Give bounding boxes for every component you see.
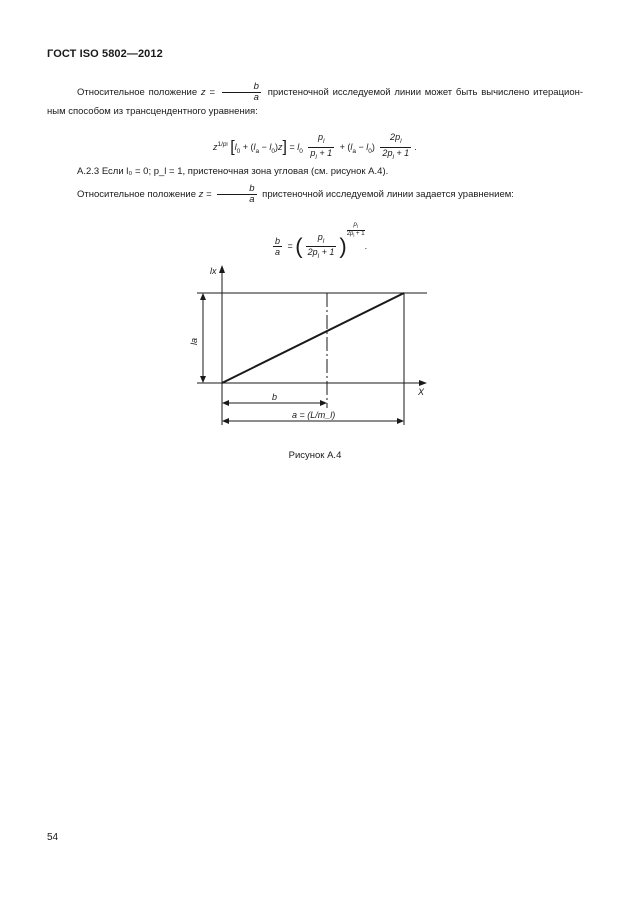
a-dimension-label: a = (L/m_l) <box>292 410 336 420</box>
x-axis-label: X <box>418 387 425 397</box>
paragraph-3-rest: пристеночной исследуемой линии задается уравнением: <box>262 189 514 201</box>
page-number: 54 <box>47 832 59 843</box>
equation-1-visual: $z^{1/pl}$ $[l_0 + (l_a - l_0)z] = l_0$ $\frac{p_l}{p_l + 1}$ + $(l_a - l_0)$ $\frac{2p_l}{2p_l + 1}$ . <box>213 132 417 161</box>
fraction-numerator: b <box>217 184 256 195</box>
fraction-numerator: b <box>222 82 261 93</box>
b-arrow-left <box>222 400 229 406</box>
paragraph-2: А.2.3 Если l₀ = 0; p_l = 1, пристеночная зона угловая (см. рисунок А.4). <box>77 166 389 177</box>
paragraph-1-lead: Относительное положение <box>77 87 198 99</box>
paragraph-3-lead: Относительное положение <box>77 189 197 201</box>
figure-caption: Рисунок А.4 <box>288 450 342 461</box>
fraction-denominator: a <box>249 194 255 205</box>
x-axis-arrowhead <box>419 380 427 386</box>
height-arrow-top <box>200 293 206 300</box>
a-arrow-left <box>222 418 229 424</box>
paragraph-1-rest: пристеночной исследуемой линии может быть вычислено итерацион-ным способом из трансцендентного уравнения: <box>47 87 584 117</box>
y-axis-arrowhead <box>219 265 225 273</box>
b-dimension-label: b <box>272 392 278 402</box>
diagonal-profile-line <box>222 293 404 383</box>
a-arrow-right <box>397 418 404 424</box>
height-arrow-bottom <box>200 376 206 383</box>
y-axis-label: lx <box>210 266 217 276</box>
fraction-denominator: a <box>253 92 259 103</box>
height-label: la <box>189 337 199 345</box>
paragraph-3-z: z = <box>198 189 212 201</box>
b-arrow-right <box>320 400 327 406</box>
paragraph-1-z: z = <box>200 87 215 99</box>
document-header: ГОСТ ISO 5802—2012 <box>47 48 163 60</box>
equation-2-visual: $\frac{b}{a}$ = ( $\frac{p_l}{2p_l + 1}$ ) $\frac{p_l}{2p_l + 1}$ . <box>275 222 368 261</box>
